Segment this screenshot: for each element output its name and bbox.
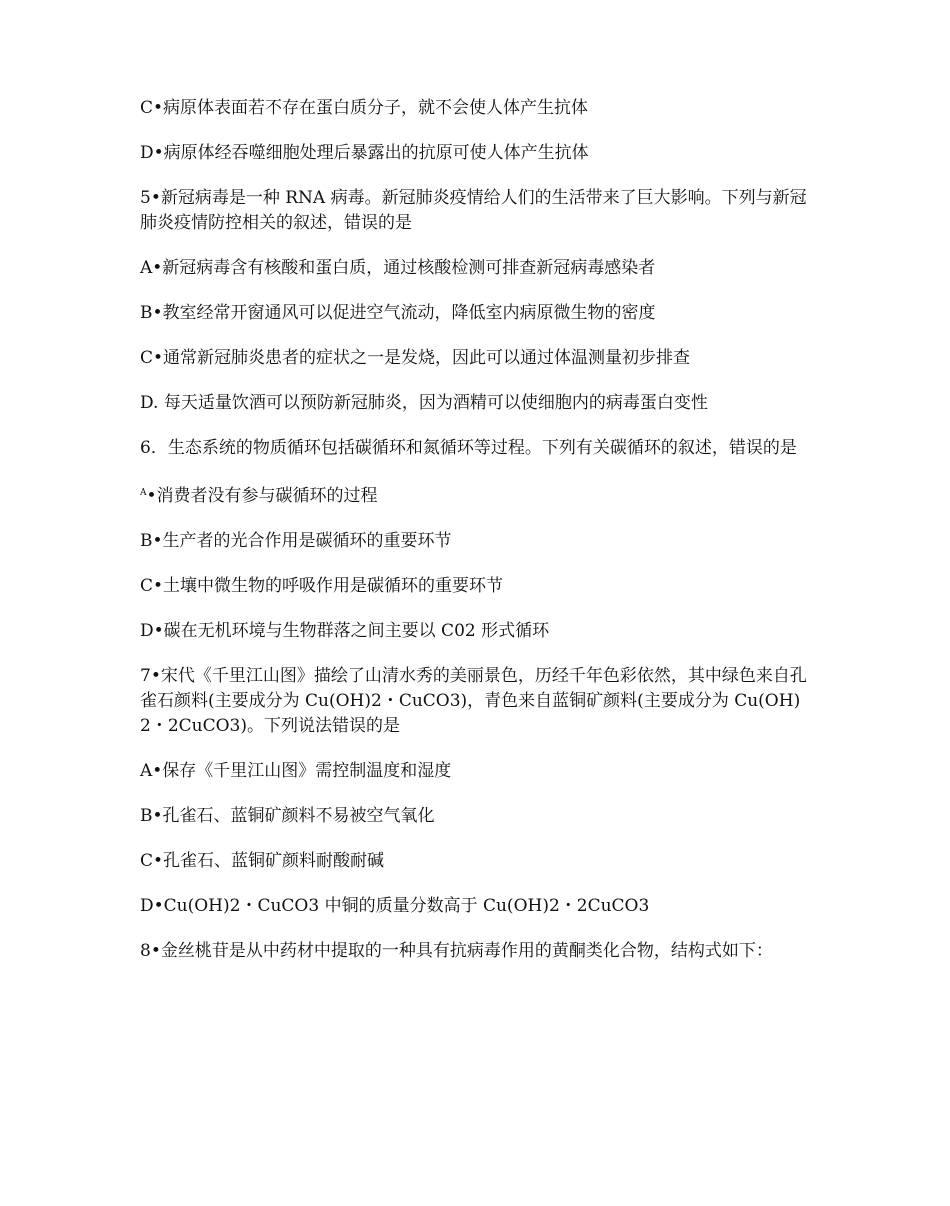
- q6-option-c: C•土壤中微生物的呼吸作用是碳循环的重要环节: [140, 576, 504, 596]
- q7-option-a: A•保存《千里江山图》需控制温度和湿度: [140, 761, 452, 781]
- q7-option-c: C•孔雀石、蓝铜矿颜料耐酸耐碱: [140, 851, 385, 871]
- q4-option-c: C•病原体表面若不存在蛋白质分子，就不会使人体产生抗体: [140, 98, 589, 118]
- q5-option-b: B•教室经常开窗通风可以促进空气流动，降低室内病原微生物的密度: [140, 303, 656, 323]
- q6-option-b: B•生产者的光合作用是碳循环的重要环节: [140, 531, 452, 551]
- q7-option-d: D•Cu(OH)2・CuCO3 中铜的质量分数高于 Cu(OH)2・2CuCO3: [140, 896, 650, 916]
- q7-stem: 7•宋代《千里江山图》描绘了山清水秀的美丽景色，历经千年色彩依然，其中绿色来自孔雀石颜料(主要成分为 Cu(OH)2・CuCO3)，青色来自蓝铜矿颜料(主要成分为 Cu(OH)2・2CuCO3)。下列说法错误的是: [140, 666, 807, 736]
- q7-option-b: B•孔雀石、蓝铜矿颜料不易被空气氧化: [140, 806, 435, 826]
- q5-option-d: D. 每天适量饮酒可以预防新冠肺炎，因为酒精可以使细胞内的病毒蛋白变性: [140, 393, 708, 413]
- q6-option-a-marker: A: [140, 488, 147, 498]
- q4-option-d: D•病原体经吞噬细胞处理后暴露出的抗原可使人体产生抗体: [140, 143, 589, 163]
- q6-option-a: [140, 481, 812, 509]
- q8-stem: 8•金丝桃苷是从中药材中提取的一种具有抗病毒作用的黄酮类化合物，结构式如下：: [140, 941, 773, 961]
- q6-option-a-text: •消费者没有参与碳循环的过程: [146, 486, 378, 506]
- q5-stem: 5•新冠病毒是一种 RNA 病毒。新冠肺炎疫情给人们的生活带来了巨大影响。下列与新冠肺炎疫情防控相关的叙述，错误的是: [140, 188, 807, 233]
- document-page: [140, 96, 812, 964]
- q6-option-d: D•碳在无机环境与生物群落之间主要以 C02 形式循环: [140, 621, 550, 641]
- q6-stem: 6．生态系统的物质循环包括碳循环和氮循环等过程。下列有关碳循环的叙述，错误的是: [140, 438, 797, 458]
- q5-option-a: A•新冠病毒含有核酸和蛋白质，通过核酸检测可排查新冠病毒感染者: [140, 258, 656, 278]
- q5-option-c: C•通常新冠肺炎患者的症状之一是发烧，因此可以通过体温测量初步排查: [140, 348, 691, 368]
